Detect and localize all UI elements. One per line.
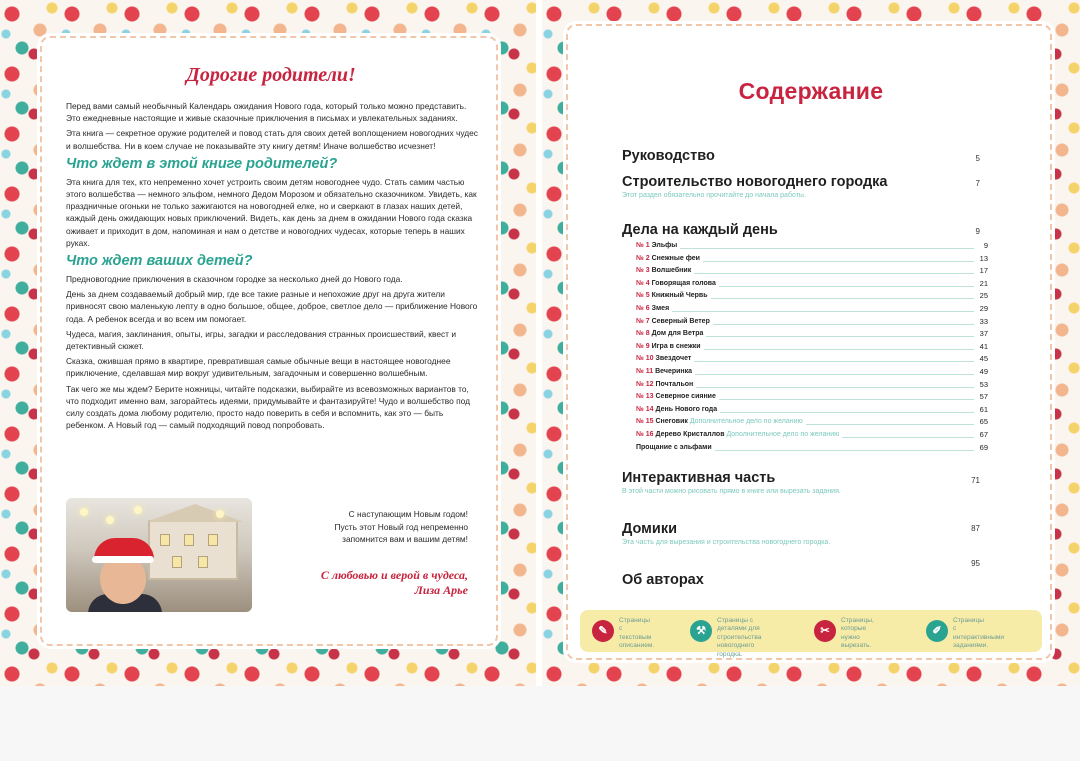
child-photo: [66, 498, 252, 612]
contents-panel: [566, 24, 1052, 660]
day-name: Снежные феи: [651, 254, 700, 262]
toc-section[interactable]: Руководство: [622, 148, 715, 164]
day-page-number: 9: [983, 241, 988, 250]
toc-day-item[interactable]: [636, 416, 988, 427]
contents-title: Содержание: [738, 78, 884, 104]
section2-paragraph: Чудеса, магия, заклинания, опыты, игры, загадки и расследования странных происшествий, квест и детективный сюжет.: [66, 328, 457, 352]
toc-section[interactable]: Дела на каждый день: [622, 222, 778, 238]
day-page-number: 61: [979, 404, 988, 414]
section2-paragraph: День за днем создаваемый добрый мир, где все такие разные и непохожие друг на друга жители привносят свою маленькую лепту в одно большое, общее, доброе, светлое дело — приближение Нового года. А ребенок всегда и во всем им помогает.: [66, 289, 478, 324]
left-page: [0, 0, 536, 686]
toc-day-item[interactable]: [636, 379, 988, 390]
toc-page-number: 9: [975, 227, 980, 236]
day-page-number: 33: [979, 316, 988, 326]
day-name: Северный Ветер: [651, 317, 710, 325]
day-page-number: 21: [979, 278, 988, 288]
greeting: С наступающим Новым годом! Пусть этот Новый год непременно запомнится вам и вашим детям!: [334, 509, 468, 544]
toc-page-number: 87: [971, 524, 980, 533]
toc-day-item[interactable]: [636, 253, 988, 264]
day-page-number: 53: [979, 379, 988, 389]
toc-day-item[interactable]: [636, 366, 988, 377]
day-number: № 5: [636, 292, 650, 300]
section2-paragraph: Предновогодние приключения в сказочном городке за несколько дней до Нового года.: [66, 274, 403, 285]
toc-page-number: 71: [971, 476, 980, 485]
day-name: Эльфы: [651, 242, 678, 249]
toc-section[interactable]: Интерактивная часть В этой части можно рисовать прямо в книге или вырезать задания.: [622, 470, 841, 495]
scissors-icon: ✂: [814, 620, 836, 642]
toc-day-item[interactable]: [636, 290, 988, 301]
day-number: № 10: [636, 355, 654, 363]
letter-body: [66, 100, 478, 434]
day-name: Дерево Кристаллов: [655, 431, 725, 438]
toc-day-item[interactable]: [636, 328, 988, 339]
day-number: № 15: [636, 418, 654, 426]
section2-paragraph: Сказка, ожившая прямо в квартире, превратившая самые обычные вещи в настоящее новогоднее приключение, сделавшая мир вокруг удивительным, загадочным и совершенно волшебным.: [66, 356, 451, 379]
day-number: № 13: [636, 393, 654, 401]
day-number: № 12: [636, 380, 654, 388]
day-number: № 3: [636, 267, 650, 275]
toc-day-item[interactable]: [636, 341, 988, 352]
day-number: № 9: [636, 342, 650, 350]
day-number: № 4: [636, 279, 650, 287]
toc-page-number: 7: [975, 179, 980, 188]
toc-day-item[interactable]: [636, 353, 988, 364]
day-name: Прощание с эльфами: [636, 443, 712, 451]
day-name: Говорящая голова: [651, 279, 716, 287]
toc-day-item[interactable]: [636, 391, 988, 402]
toc-day-item[interactable]: [636, 303, 988, 314]
day-name: Волшебник: [651, 267, 692, 275]
heading-children: Что ждет ваших детей?: [66, 253, 253, 270]
heading-parents: Что ждет в этой книге родителей?: [66, 155, 338, 172]
letter-panel: [40, 36, 498, 646]
day-page-number: 49: [979, 367, 988, 376]
day-page-number: 67: [979, 430, 988, 439]
day-note: Дополнительное дело по желанию: [689, 418, 803, 426]
day-page-number: 57: [979, 392, 988, 402]
day-page-number: 25: [979, 291, 988, 301]
day-name: Снеговик: [655, 418, 688, 426]
toc-day-item[interactable]: [636, 316, 988, 327]
day-name: День Нового года: [655, 405, 718, 413]
toc-page-number: 5: [975, 154, 980, 163]
toc-section[interactable]: Об авторах: [622, 572, 704, 588]
day-name: Звездочет: [655, 355, 692, 363]
day-name: Почтальон: [655, 380, 694, 388]
toc-day-item[interactable]: [636, 240, 988, 251]
day-page-number: 41: [979, 341, 988, 351]
pen-icon: ✐: [926, 620, 948, 642]
intro-paragraph: Перед вами самый необычный Календарь ожидания Нового года, который только можно представить. Это ежедневные настоящие и живые сказочные приключения в письмах и увлекательных заданиях.: [66, 101, 467, 124]
day-page-number: 29: [979, 304, 988, 313]
day-page-number: 45: [979, 354, 988, 364]
day-page-number: 17: [979, 266, 988, 276]
day-number: № 8: [636, 330, 650, 338]
page-background: [0, 686, 1080, 761]
day-page-number: 65: [979, 417, 988, 427]
day-number: № 1: [636, 242, 650, 249]
toc-day-item[interactable]: [636, 442, 988, 453]
day-name: Дом для Ветра: [651, 330, 704, 338]
day-number: № 2: [636, 254, 650, 262]
section1-paragraph: Эта книга для тех, кто непременно хочет устроить своим детям новогоднее чудо. Стать самим частью этого волшебства — немного эльфом, немного Дедом Морозом и обязательно сказочником. Увидеть, как праздничные огоньки не только зажигаются на новогодней елке, но и сверкают в глазах наших детей, каждый день ожидающих новых приключений. Видеть, как день за днем в ожидании Нового года сказка оживает и приходит в дом, напоминая и нам о детстве и новогодних чудесах, которые теперь в наших руках.: [66, 176, 477, 248]
toc-day-item[interactable]: [636, 265, 988, 276]
signature: С любовью и верой в чудеса, Лиза Арье: [320, 568, 468, 597]
intro-paragraph: Эта книга — секретное оружие родителей и повод стать для своих детей воплощением новогодних чудес и волшебства. Ни в коем случае не показывайте эту книгу детям! Иначе волшебство исчезнет!: [66, 128, 478, 151]
day-name: Книжный Червь: [651, 292, 708, 300]
day-number: № 7: [636, 317, 650, 325]
gingerbread-house: [148, 520, 238, 580]
right-page: [542, 0, 1080, 686]
day-page-number: 13: [979, 253, 988, 263]
tools-icon: ⚒: [690, 620, 712, 642]
day-name: Игра в снежки: [651, 342, 701, 350]
letter-title: Дорогие родители!: [186, 64, 356, 86]
day-page-number: 69: [979, 442, 988, 452]
day-name: Вечеринка: [655, 368, 693, 375]
day-note: Дополнительное дело по желанию: [726, 431, 840, 438]
day-name: Змея: [651, 305, 670, 312]
legend: ✎ Страницы с текстовым описанием. ⚒ Страницы с деталями для строительства новогоднего городка. ✂ Страницы, которые нужно вырезать. ✐ Страницы с интерактивными заданиями.: [580, 610, 1042, 652]
toc-section[interactable]: Домики Эта часть для вырезания и строительства новогоднего городка.: [622, 521, 831, 546]
toc-page-number: 95: [971, 559, 980, 568]
toc-day-item[interactable]: [636, 429, 988, 440]
toc-section[interactable]: Строительство новогоднего городка Этот раздел обязательно прочитайте до начала работы.: [622, 174, 888, 199]
day-page-number: 37: [979, 329, 988, 339]
toc-day-item[interactable]: [636, 278, 988, 289]
section2-paragraph: Так чего же мы ждем? Берите ножницы, читайте подсказки, выбирайте из всевозможных вариантов то, что подходит именно вам, загорайтесь идеями, придумывайте и фантазируйте! Чудо и волшебство под силу создать дома любому родителю, просто надо поверить в себя и вспомнить, как это — быть ребенком. А Новый год — самый подходящий повод попробовать.: [66, 383, 471, 431]
pencil-icon: ✎: [592, 620, 614, 642]
day-number: № 16: [636, 431, 654, 438]
toc-day-item[interactable]: [636, 404, 988, 415]
day-name: Северное сияние: [655, 393, 716, 401]
day-number: № 6: [636, 305, 650, 312]
day-number: № 14: [636, 405, 654, 413]
day-number: № 11: [636, 368, 654, 375]
